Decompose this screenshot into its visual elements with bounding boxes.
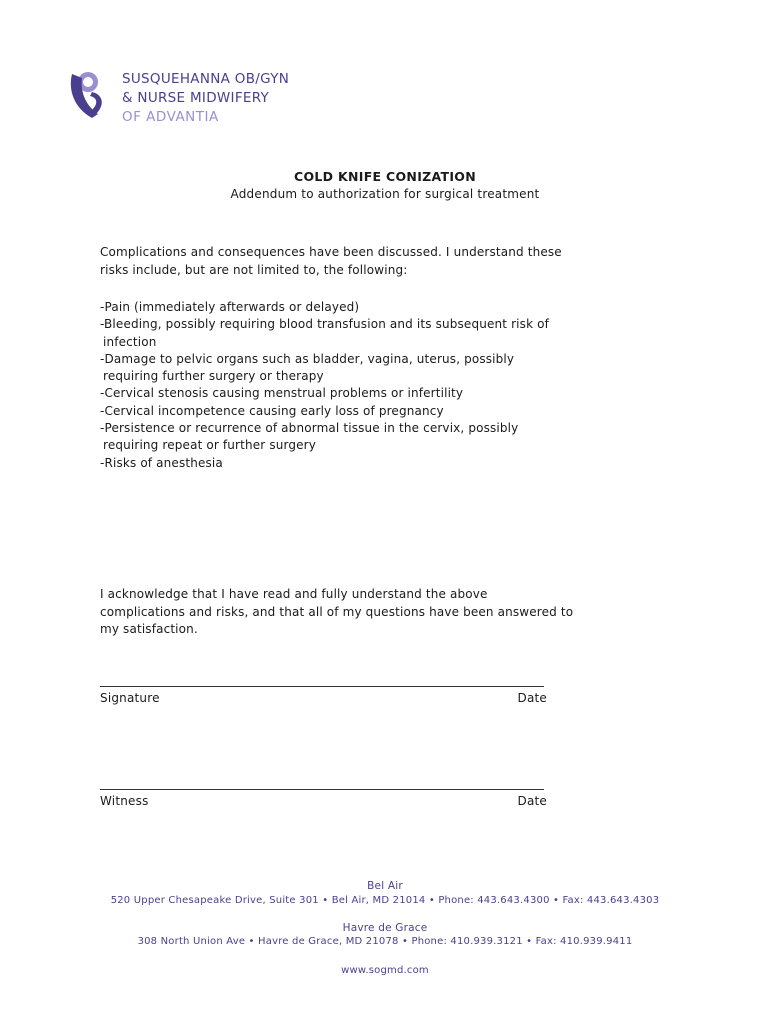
intro-paragraph	[100, 244, 580, 279]
risk-item: -Bleeding, possibly requiring blood transfusion and its subsequent risk of	[100, 317, 549, 332]
practice-logo	[68, 70, 289, 127]
footer-location-1: Bel Air	[367, 880, 403, 892]
ack-line: I acknowledge that I have read and fully understand the above	[100, 587, 488, 601]
logo-mark-icon	[68, 70, 114, 122]
risk-item-continued: requiring further surgery or therapy	[103, 369, 324, 384]
risk-item: -Persistence or recurrence of abnormal tissue in the cervix, possibly	[100, 421, 519, 436]
logo-line-1: SUSQUEHANNA OB/GYN	[122, 71, 290, 87]
witness-date-label: Date	[517, 794, 547, 808]
witness-line[interactable]	[100, 789, 544, 790]
signature-line[interactable]	[100, 686, 544, 687]
logo-text	[122, 70, 289, 127]
risk-item: -Damage to pelvic organs such as bladder, vagina, uterus, possibly	[100, 351, 515, 366]
footer-website-link[interactable]: www.sogmd.com	[341, 965, 429, 976]
risk-item-continued: requiring repeat or further surgery	[103, 438, 316, 453]
logo-line-3: OF ADVANTIA	[122, 109, 219, 125]
ack-line: my satisfaction.	[100, 622, 198, 636]
risk-item-continued: infection	[103, 334, 157, 349]
acknowledgement-paragraph	[100, 586, 573, 639]
ack-line: complications and risks, and that all of my questions have been answered to	[100, 604, 574, 619]
risk-item: -Pain (immediately afterwards or delayed)	[100, 300, 360, 314]
intro-line: risks include, but are not limited to, the following:	[100, 262, 408, 277]
risk-item: -Risks of anesthesia	[100, 455, 223, 470]
footer-address-1: 520 Upper Chesapeake Drive, Suite 301 • Bel Air, MD 21014 • Phone: 443.643.4300 • Fax: 443.643.4303	[110, 895, 660, 906]
signature-label: Signature	[100, 691, 160, 705]
witness-label: Witness	[100, 794, 149, 808]
document-subtitle: Addendum to authorization for surgical treatment	[230, 187, 540, 201]
logo-line-2: & NURSE MIDWIFERY	[122, 90, 270, 106]
risks-list	[100, 299, 549, 472]
footer-address-2: 308 North Union Ave • Havre de Grace, MD 21078 • Phone: 410.939.3121 • Fax: 410.939.9411	[137, 936, 633, 947]
risk-item: -Cervical incompetence causing early loss of pregnancy	[100, 403, 444, 418]
risk-item: -Cervical stenosis causing menstrual problems or infertility	[100, 386, 464, 401]
intro-line: Complications and consequences have been discussed. I understand these	[100, 245, 562, 259]
footer-location-2: Havre de Grace	[342, 922, 428, 934]
signature-date-label: Date	[517, 691, 547, 705]
witness-labels	[100, 794, 547, 808]
signature-labels	[100, 691, 547, 705]
document-title: COLD KNIFE CONIZATION	[294, 169, 476, 184]
